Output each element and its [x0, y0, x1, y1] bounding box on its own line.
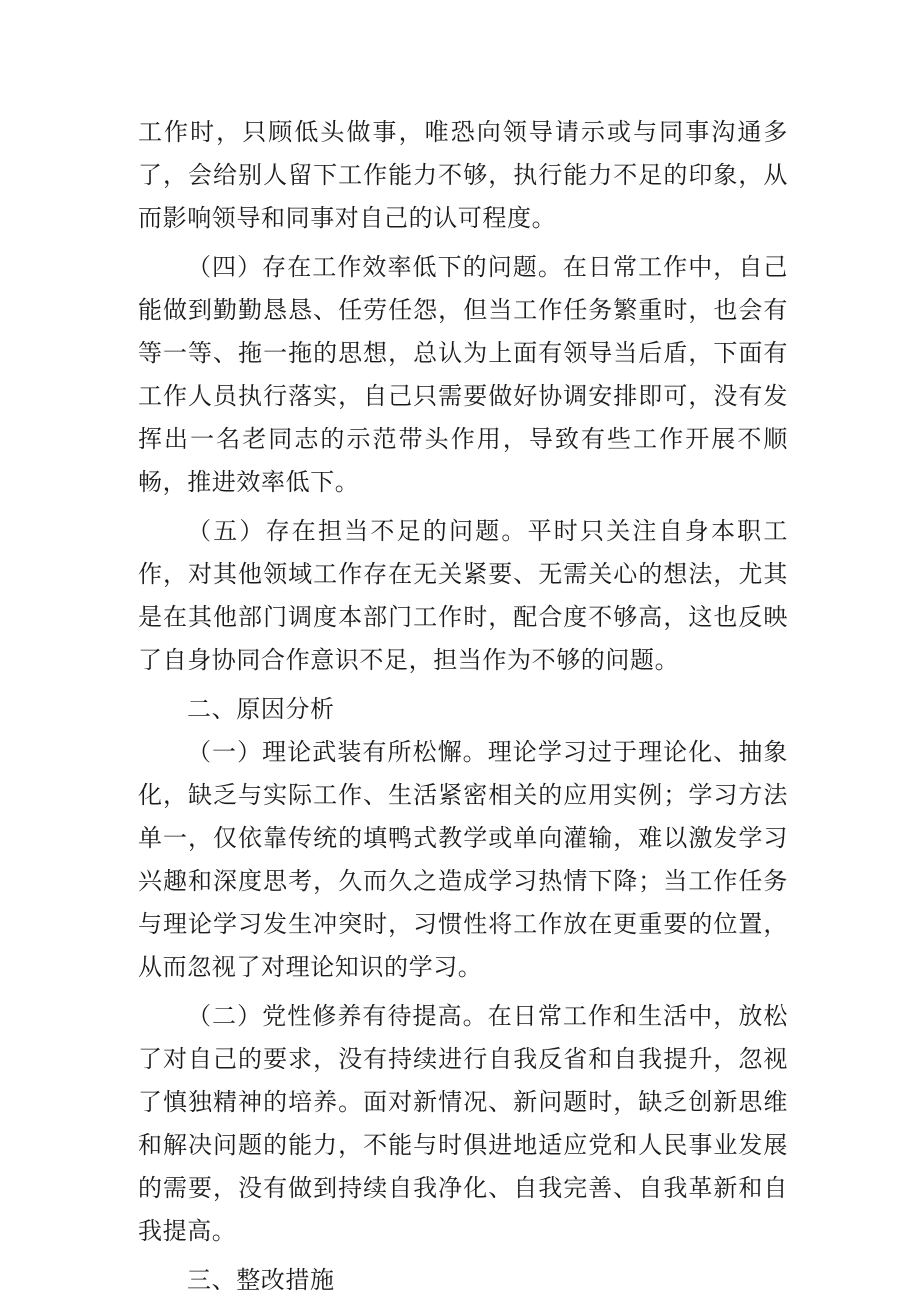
paragraph-continuation: 工作时，只顾低头做事，唯恐向领导请示或与同事沟通多了，会给别人留下工作能力不够，执行能力不足的印象，从而影响领导和同事对自己的认可程度。	[138, 118, 788, 232]
section-heading-cause-analysis: 二、原因分析	[187, 695, 335, 723]
document-body	[138, 111, 788, 1302]
paragraph-item-five: （五）存在担当不足的问题。平时只关注自身本职工作，对其他领域工作存在无关紧要、无需关心的想法，尤其是在其他部门调度本部门工作时，配合度不够高，这也反映了自身协同合作意识不足，担当作为不够的问题。	[138, 517, 788, 674]
paragraph-item-four: （四）存在工作效率低下的问题。在日常工作中，自己能做到勤勤恳恳、任劳任怨，但当工作任务繁重时，也会有等一等、拖一拖的思想，总认为上面有领导当后盾，下面有工作人员执行落实，自己只需要做好协调安排即可，没有发挥出一名老同志的示范带头作用，导致有些工作开展不顺畅，推进效率低下。	[138, 253, 788, 496]
section-heading-rectification: 三、整改措施	[187, 1266, 335, 1294]
paragraph-cause-two: （二）党性修养有待提高。在日常工作和生活中，放松了对自己的要求，没有持续进行自我反省和自我提升，忽视了慎独精神的培养。面对新情况、新问题时，缺乏创新思维和解决问题的能力，不能与时俱进地适应党和人民事业发展的需要，没有做到持续自我净化、自我完善、自我革新和自我提高。	[138, 1002, 788, 1245]
paragraph-cause-one: （一）理论武装有所松懈。理论学习过于理论化、抽象化，缺乏与实际工作、生活紧密相关的应用实例；学习方法单一，仅依靠传统的填鸭式教学或单向灌输，难以激发学习兴趣和深度思考，久而久之造成学习热情下降；当工作任务与理论学习发生冲突时，习惯性将工作放在更重要的位置，从而忽视了对理论知识的学习。	[138, 738, 788, 981]
